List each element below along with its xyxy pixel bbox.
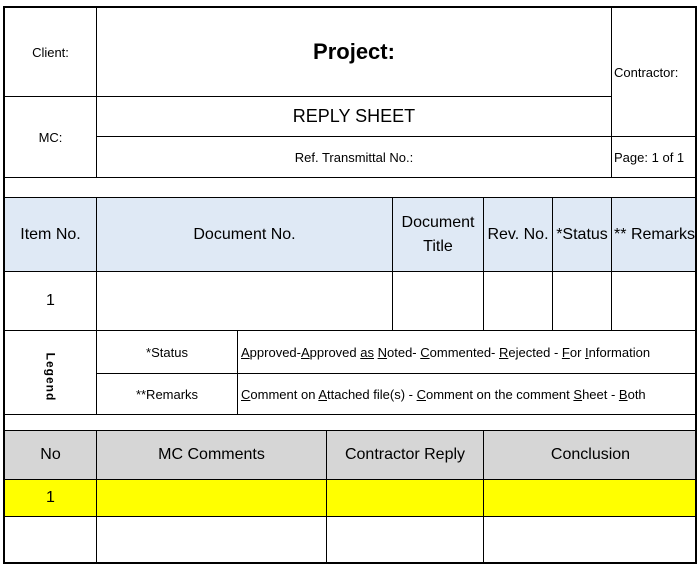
comment-row-2-contractor-reply[interactable] — [327, 517, 483, 562]
comment-row-2-no — [5, 517, 96, 562]
comment-row-mc-comments[interactable] — [97, 480, 326, 516]
col-status: *Status — [556, 225, 608, 243]
doc-row-rev-no[interactable] — [484, 272, 552, 330]
col-no: No — [40, 446, 61, 463]
project-label: Project: — [313, 39, 395, 64]
doc-row-remarks[interactable] — [612, 272, 697, 330]
legend-remarks-options: Comment on Attached file(s) - Comment on the comment Sheet - Both — [241, 386, 646, 402]
doc-row-status[interactable] — [553, 272, 611, 330]
col-conclusion: Conclusion — [550, 446, 631, 463]
comment-row-2-conclusion[interactable] — [484, 517, 697, 562]
col-document-title: Document Title — [401, 213, 475, 255]
comment-row-no: 1 — [46, 489, 55, 506]
comment-row-conclusion[interactable] — [484, 480, 697, 516]
ref-transmittal-label: Ref. Transmittal No.: — [294, 149, 414, 165]
client-label: Client: — [32, 44, 69, 60]
col-item-no: Item No. — [20, 225, 81, 243]
page-current: 1 — [651, 149, 659, 165]
comment-row-2-mc-comments[interactable] — [97, 517, 326, 562]
col-mc-comments: MC Comments — [158, 446, 265, 463]
mc-label: MC: — [38, 129, 63, 145]
page-label: Page: — [614, 149, 648, 165]
legend-title: Legend — [43, 352, 58, 402]
doc-row-document-title[interactable] — [393, 272, 483, 330]
legend-status-label: *Status — [146, 344, 188, 360]
doc-row-item-no: 1 — [46, 292, 55, 309]
sheet-title: REPLY SHEET — [292, 106, 416, 126]
legend-remarks-label: **Remarks — [135, 386, 199, 402]
page-of: of 1 — [662, 149, 685, 165]
page-indicator — [612, 137, 697, 177]
col-document-no: Document No. — [193, 225, 296, 243]
doc-row-document-no[interactable] — [97, 272, 392, 330]
comment-row-contractor-reply[interactable] — [327, 480, 483, 516]
col-remarks: ** Remarks — [614, 225, 695, 243]
col-rev-no: Rev. No. — [487, 225, 549, 243]
legend-status-options: Approved-Approved as Noted- Commented- Rejected - For Information — [241, 344, 651, 360]
col-contractor-reply: Contractor Reply — [344, 446, 466, 463]
contractor-label: Contractor: — [614, 64, 679, 80]
